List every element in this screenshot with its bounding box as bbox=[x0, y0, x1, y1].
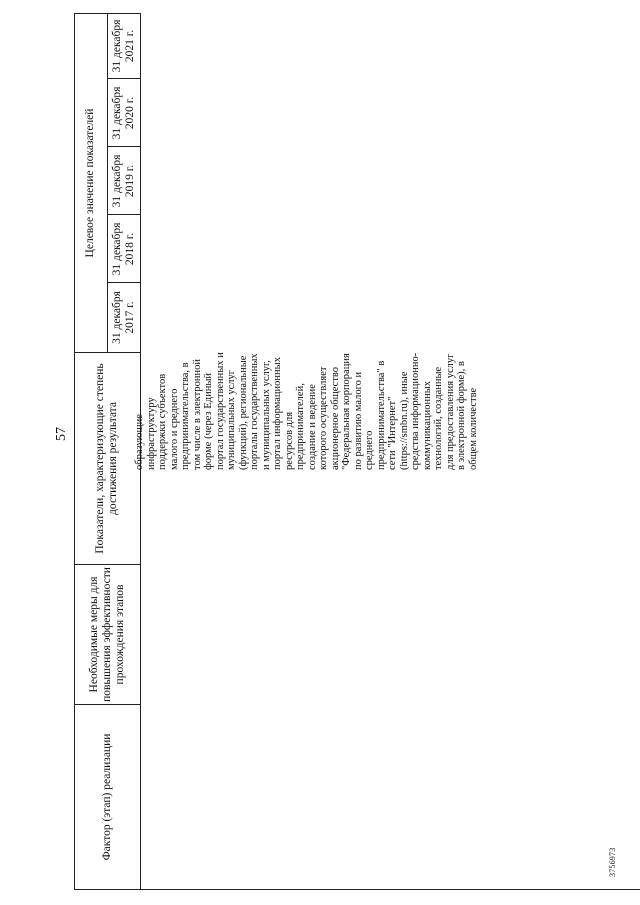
page-number: 57 bbox=[54, 427, 69, 441]
indicator-line: (https://smbn.ru), иные bbox=[398, 371, 410, 470]
table-left-border bbox=[74, 889, 640, 890]
indicator-line: портал государственных и bbox=[214, 352, 226, 470]
indicator-line: том числе в электронной bbox=[191, 359, 203, 470]
indicator-line: для предоставления услуг bbox=[444, 353, 456, 470]
indicator-line: муниципальных услуг bbox=[226, 369, 237, 470]
indicator-line: и муниципальных услуг, bbox=[260, 360, 272, 470]
indicator-line: по развитию малого и bbox=[352, 371, 364, 470]
indicator-line: сети "Интернет" bbox=[387, 396, 398, 470]
header-date-2017: 31 декабря 2017 г. bbox=[111, 291, 136, 344]
col-divider-7 bbox=[107, 78, 140, 79]
header-date-2020: 31 декабря 2020 г. bbox=[111, 86, 136, 140]
header-target-values: Целевое значение показателей bbox=[84, 108, 96, 258]
document-code: 3756973 bbox=[608, 847, 617, 877]
indicator-line: инфраструктуру bbox=[145, 397, 157, 470]
indicator-line: портал информационных bbox=[272, 357, 283, 470]
indicator-line: (функций), региональные bbox=[237, 355, 249, 470]
indicator-line: создание и ведение bbox=[306, 384, 318, 470]
header-indicators: Показатели, характеризующие степень достижения результата bbox=[94, 363, 119, 554]
indicator-line: технологий, созданные bbox=[433, 366, 444, 470]
indicator-line: форме (через Единый bbox=[203, 373, 214, 470]
indicator-line: общем количестве bbox=[467, 387, 479, 470]
indicator-line: поддержки субъектов bbox=[157, 373, 168, 470]
indicator-line: которого осуществляет bbox=[318, 366, 329, 470]
indicator-line: в электронной форме), в bbox=[456, 361, 467, 470]
indicator-line: малого и среднего bbox=[168, 388, 180, 470]
col-divider-2 bbox=[74, 564, 140, 565]
header-date-2021: 31 декабря 2021 г. bbox=[111, 19, 136, 73]
indicator-line: среднего bbox=[364, 430, 375, 470]
indicator-line: коммуникационных bbox=[421, 380, 433, 470]
header-measures: Необходимые меры для повышения эффективности прохождения этапов bbox=[87, 567, 126, 702]
indicator-line: ресурсов для bbox=[283, 411, 295, 470]
header-date-2019: 31 декабря 2019 г. bbox=[111, 154, 136, 208]
indicator-line: образующие bbox=[134, 414, 145, 470]
col-divider-1 bbox=[74, 704, 140, 705]
indicator-line: "Федеральная корпорация bbox=[341, 353, 352, 470]
header-date-2018: 31 декабря 2018 г. bbox=[111, 222, 136, 276]
indicator-line: порталы государственных bbox=[249, 353, 260, 470]
header-factor: Фактор (этап) реализации bbox=[100, 733, 113, 861]
indicator-line: средства информационно- bbox=[410, 352, 421, 470]
indicator-line: акционерное общество bbox=[329, 366, 341, 470]
indicator-cell-text bbox=[134, 140, 479, 470]
indicator-line: предпринимателей, bbox=[295, 383, 306, 470]
col-divider-3 bbox=[74, 352, 140, 353]
indicator-line: предпринимательства, в bbox=[180, 362, 191, 470]
indicator-line: предпринимательства" в bbox=[375, 360, 387, 470]
